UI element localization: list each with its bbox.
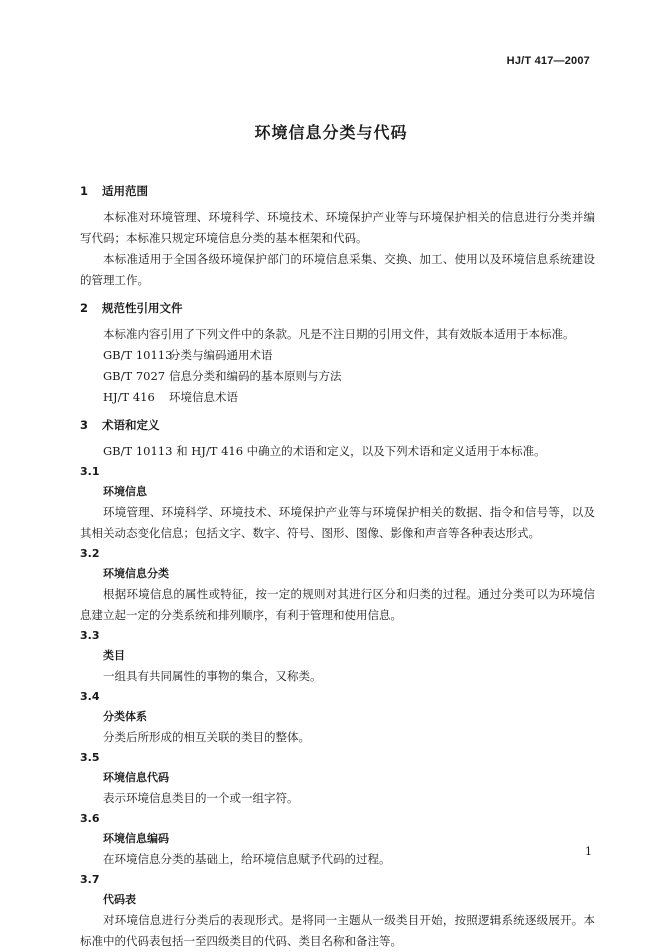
term-name: 代码表 (103, 893, 136, 906)
term-number: 3.6 (80, 812, 100, 825)
standard-number: HJ/T 417—2007 (506, 55, 590, 67)
reference-code: HJ/T 416 (103, 390, 155, 404)
reference-name: 环境信息术语 (169, 390, 238, 404)
page-number: 1 (585, 845, 592, 858)
term-definition: 在环境信息分类的基础上，给环境信息赋予代码的过程。 (103, 852, 391, 866)
term-number: 3.2 (80, 547, 100, 560)
section-title: 适用范围 (102, 184, 149, 198)
section-title: 术语和定义 (102, 418, 160, 432)
section-number: 1 (80, 184, 89, 198)
term-definition: 分类后所形成的相互关联的类目的整体。 (103, 730, 310, 744)
term-number: 3.1 (80, 465, 100, 478)
reference-name: 信息分类和编码的基本原则与方法 (169, 369, 342, 383)
term-name: 分类体系 (103, 710, 147, 723)
document-body (80, 176, 595, 952)
term-definition: 表示环境信息类目的一个或一组字符。 (103, 791, 299, 805)
term-definition: 一组具有共同属性的事物的集合，又称类。 (103, 669, 322, 683)
reference-item (80, 366, 595, 387)
reference-item (80, 345, 595, 366)
term-number: 3.7 (80, 873, 100, 886)
reference-code: GB/T 7027 (103, 369, 166, 383)
reference-name: 分类与编码通用术语 (169, 348, 273, 362)
section-heading-references (80, 297, 595, 319)
paragraph: 本标准内容引用了下列文件中的条款。凡是不注日期的引用文件，其有效版本适用于本标准。 (103, 327, 575, 341)
term-definition: 根据环境信息的属性或特征，按一定的规则对其进行区分和归类的过程。通过分类可以为环境信息建立起一定的分类系统和排列顺序，有利于管理和使用信息。 (80, 587, 595, 622)
paragraph: GB/T 10113 和 HJ/T 416 中确立的术语和定义，以及下列术语和定义适用于本标准。 (103, 444, 546, 458)
reference-item (80, 387, 595, 408)
paragraph: 本标准适用于全国各级环境保护部门的环境信息采集、交换、加工、使用以及环境信息系统建设的管理工作。 (80, 252, 595, 287)
section-number: 3 (80, 418, 89, 432)
term-definition: 环境管理、环境科学、环境技术、环境保护产业等与环境保护相关的数据、指令和信号等，以及其相关动态变化信息；包括文字、数字、符号、图形、图像、影像和声音等各种表达形式。 (80, 505, 595, 540)
term-name: 环境信息 (103, 485, 147, 498)
page-title: 环境信息分类与代码 (254, 123, 408, 142)
section-number: 2 (80, 301, 89, 315)
term-name: 类目 (103, 649, 125, 662)
term-number: 3.5 (80, 751, 100, 764)
paragraph: 本标准对环境管理、环境科学、环境技术、环境保护产业等与环境保护相关的信息进行分类并编写代码；本标准只规定环境信息分类的基本框架和代码。 (80, 210, 595, 245)
term-name: 环境信息分类 (103, 567, 169, 580)
section-heading-scope (80, 180, 595, 202)
term-definition: 对环境信息进行分类后的表现形式。是将同一主题从一级类目开始，按照逻辑系统逐级展开。本标准中的代码表包括一至四级类目的代码、类目名称和备注等。 (80, 913, 595, 948)
term-name: 环境信息代码 (103, 771, 169, 784)
term-name: 环境信息编码 (103, 832, 169, 845)
term-number: 3.3 (80, 629, 100, 642)
section-title: 规范性引用文件 (102, 301, 183, 315)
reference-code: GB/T 10113 (103, 348, 173, 362)
section-heading-terms (80, 414, 595, 436)
term-number: 3.4 (80, 690, 100, 703)
